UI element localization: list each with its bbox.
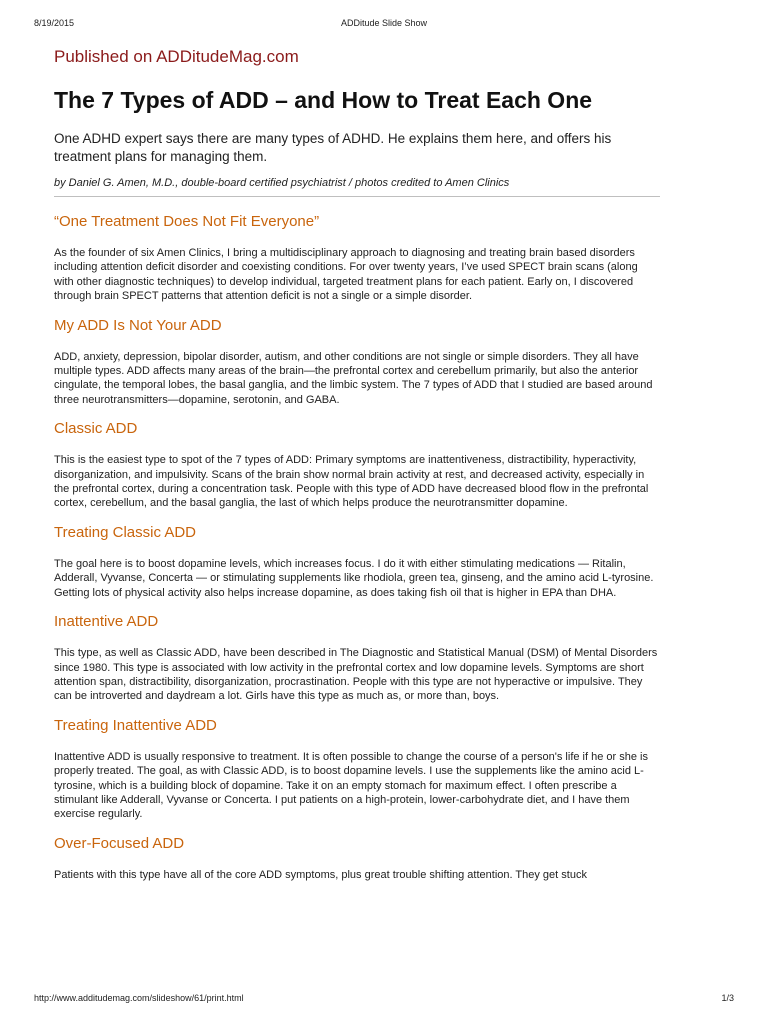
section-heading-classic-add: Classic ADD bbox=[54, 420, 138, 438]
section-heading-treating-inattentive-add: Treating Inattentive ADD bbox=[54, 716, 217, 734]
section-body-treating-classic-add: The goal here is to boost dopamine levels, which increases focus. I do it with either stimulating medications — Ritalin, Adderall, Vyvanse, Concerta — or stimulating supplements like rhodiola, green tea, ginseng, and the amino acid L-tyrosine. Getting lots of physical activity also helps increase dopamine, as does taking fish oil that is higher in EPA than DHA. bbox=[54, 557, 654, 599]
print-document-title: ADDitude Slide Show bbox=[340, 18, 428, 28]
section-heading-inattentive-add: Inattentive ADD bbox=[54, 613, 159, 631]
section-body-inattentive-add: This type, as well as Classic ADD, have been described in The Diagnostic and Statistical Manual (DSM) of Mental Disorders since 1980. This type is associated with low activity in the prefrontal cortex and low dopamine levels. Symptoms are short attention span, distractibility, disorganization, procrastination. People with this type are not hyperactive or impulsive. They can be introverted and daydream a lot. Girls have this type as much as, or more than, boys. bbox=[54, 647, 658, 703]
article-byline: by Daniel G. Amen, M.D., double-board certified psychiatrist / photos credited to Amen Clinics bbox=[54, 177, 510, 189]
section-body-treating-inattentive-add: Inattentive ADD is usually responsive to treatment. It is often possible to change the course of a person's life if he or she is properly treated. The goal, as with Classic ADD, is to boost dopamine levels. I use the supplements like the amino acid L-tyrosine, which is a building block of dopamine. Take it on an empty stomach for maximum effect. I often prescribe a stimulant like Adderall, Vyvanse or Concerta. I put patients on a high-protein, lower-carbohydrate diet, and I have them exercise regularly. bbox=[54, 750, 648, 821]
divider bbox=[54, 196, 660, 197]
section-body-one-treatment: As the founder of six Amen Clinics, I bring a multidisciplinary approach to diagnosing and treating brain based disorders including attention deficit disorder and coexisting conditions. For over twenty years, I’ve used SPECT brain scans (along with other diagnostic techniques) to develop individual, targeted treatment plans for each patient. Early on, I discovered through brain SPECT patterns that attention deficit is not a single or a simple disorder. bbox=[54, 247, 638, 303]
published-on-label: Published on ADDitudeMag.com bbox=[54, 47, 299, 66]
section-heading-over-focused-add: Over-Focused ADD bbox=[54, 834, 185, 852]
section-heading-my-add: My ADD Is Not Your ADD bbox=[54, 316, 222, 334]
print-date: 8/19/2015 bbox=[34, 18, 75, 28]
section-heading-one-treatment: “One Treatment Does Not Fit Everyone” bbox=[54, 213, 320, 230]
page-number: 1/3 bbox=[721, 993, 734, 1003]
article bbox=[54, 46, 660, 894]
print-url: http://www.additudemag.com/slideshow/61/print.html bbox=[34, 993, 244, 1003]
print-header bbox=[34, 18, 734, 30]
article-title: The 7 Types of ADD – and How to Treat Each One bbox=[54, 87, 593, 113]
article-lede: One ADHD expert says there are many types of ADHD. He explains them here, and offers his treatment plans for managing them. bbox=[54, 131, 612, 164]
section-heading-treating-classic-add: Treating Classic ADD bbox=[54, 523, 196, 541]
section-body-classic-add: This is the easiest type to spot of the 7 types of ADD: Primary symptoms are inattentiveness, distractibility, hyperactivity, disorganization, and impulsivity. Scans of the brain show normal brain activity at rest, and decreased activity, especially in the prefrontal cortex, during a concentration task. People with this type of ADD have decreased blood flow in the prefrontal cortex, cerebellum, and the basal ganglia, the last of which helps produce the neurotransmitter dopamine. bbox=[54, 454, 649, 510]
section-body-over-focused-add: Patients with this type have all of the core ADD symptoms, plus great trouble shifting attention. They get stuck bbox=[54, 868, 587, 881]
section-body-my-add: ADD, anxiety, depression, bipolar disorder, autism, and other conditions are not single or simple disorders. They all have multiple types. ADD affects many areas of the brain—the prefrontal cortex and cerebellum primarily, but also the anterior cingulate, the temporal lobes, the basal ganglia, and the limbic system. The 7 types of ADD that I studied are based around three neurotransmitters—dopamine, serotonin, and GABA. bbox=[54, 350, 653, 406]
